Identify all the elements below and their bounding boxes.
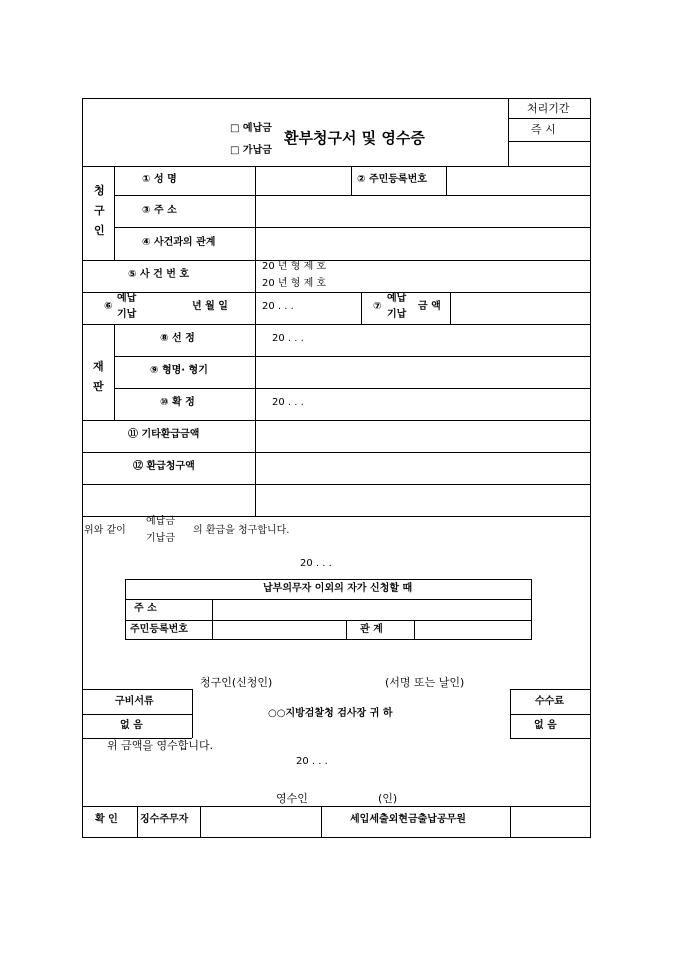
rule (114, 195, 591, 196)
processing-period-label: 처리기간 (527, 102, 570, 115)
request-date: 20 . . . (300, 558, 332, 569)
claimant-side-label: 구 (94, 204, 105, 217)
case-relation-label: ④ 사건과의 관계 (142, 237, 216, 248)
rule (82, 292, 591, 293)
payment-date-label: 년 월 일 (192, 301, 228, 312)
amount-label: 금 액 (418, 301, 441, 312)
main-col-divider (255, 166, 256, 516)
name-label: ① 성 명 (142, 174, 177, 185)
proxy-address-label: 주 소 (134, 603, 157, 614)
payment-date-circle: ⑥ (104, 301, 113, 312)
collector-label: 징수주무자 (140, 814, 189, 825)
request-option-yenap: 예납금 (146, 516, 175, 527)
rule (82, 324, 591, 325)
rule (200, 806, 201, 838)
documents-value: 없 음 (120, 720, 143, 731)
option-yenap-checkbox[interactable]: □ 예납금 (230, 123, 272, 134)
rule (82, 484, 591, 485)
rule (114, 227, 591, 228)
documents-label: 구비서류 (115, 696, 154, 707)
trial-side-label: 판 (93, 380, 104, 393)
header-divider (508, 98, 509, 167)
claimant-side-label: 청 (94, 184, 105, 197)
receipt-date: 20 . . . (296, 756, 328, 767)
fee-label: 수수료 (535, 696, 564, 707)
rule (125, 599, 532, 600)
rule (82, 420, 591, 421)
rule (82, 166, 591, 167)
proxy-title: 납부의무자 이외의 자가 신청할 때 (263, 583, 413, 594)
rule (82, 689, 192, 690)
signature-seal-label: (서명 또는 날인) (385, 676, 465, 689)
rule (82, 714, 192, 715)
official-label: 세입세출외현금출납공무원 (350, 814, 466, 825)
sentence-label: ⑧ 선 정 (160, 333, 195, 344)
refund-claim-label: ⑫ 환급청구액 (133, 461, 195, 472)
amount-type-bottom: 기납 (387, 309, 407, 320)
rule (351, 166, 352, 195)
case-number-line2: 20 년 형 제 호 (262, 278, 327, 289)
rule (114, 388, 591, 389)
confirm-label: ⑩ 확 정 (160, 397, 195, 408)
receipt-text: 위 금액을 영수합니다. (107, 739, 214, 752)
rule (82, 452, 591, 453)
payment-type-top: 예납 (117, 293, 137, 304)
rule (114, 166, 115, 260)
rule (414, 620, 415, 640)
request-prefix: 위와 같이 (84, 525, 126, 536)
confirm-date: 20 . . . (272, 397, 304, 408)
claimant-side-label: 인 (94, 224, 105, 237)
penalty-label: ⑨ 형명· 형기 (150, 365, 208, 376)
rule (510, 738, 591, 739)
form-title: 환부청구서 및 영수증 (284, 129, 425, 147)
case-number-line1: 20 년 형 제 호 (262, 261, 327, 272)
rule (450, 292, 451, 324)
payment-date-value: 20 . . . (262, 301, 294, 312)
amount-circle: ⑦ (373, 301, 382, 312)
amount-type-top: 예납 (387, 293, 407, 304)
trial-side-label: 재 (93, 360, 104, 373)
rule (510, 689, 591, 690)
rule (361, 292, 362, 324)
rule (321, 806, 322, 838)
receiver-seal: (인) (378, 792, 398, 805)
rule (82, 260, 591, 261)
sentence-date: 20 . . . (272, 333, 304, 344)
rule (137, 806, 138, 838)
rule (510, 806, 511, 838)
rule (508, 141, 591, 142)
request-option-ganap: 기납금 (146, 533, 175, 544)
rule (212, 599, 213, 640)
processing-period-value: 즉 시 (531, 123, 556, 136)
resident-id-label: ② 주민등록번호 (357, 174, 427, 185)
rule (510, 714, 591, 715)
other-refund-label: ⑪ 기타환급금액 (128, 429, 200, 440)
payment-type-bottom: 기납 (117, 309, 137, 320)
rule (114, 324, 115, 420)
proxy-relation-label: 관 계 (360, 624, 383, 635)
recipient: ○○지방검찰청 검사장 귀 하 (268, 708, 393, 719)
rule (82, 806, 591, 807)
rule (446, 166, 447, 195)
confirm-footer-label: 확 인 (95, 814, 118, 825)
proxy-id-label: 주민등록번호 (130, 624, 188, 635)
receiver-label: 영수인 (276, 792, 308, 805)
request-suffix: 의 환급을 청구합니다. (193, 525, 290, 536)
rule (508, 118, 591, 119)
rule (114, 356, 591, 357)
option-ganap-checkbox[interactable]: □ 가납금 (230, 145, 272, 156)
claimant-sign-label: 청구인(신청인) (200, 676, 273, 689)
rule (125, 620, 532, 621)
rule (192, 689, 193, 738)
fee-value: 없 음 (534, 720, 557, 731)
rule (346, 620, 347, 640)
address-label: ③ 주 소 (142, 205, 177, 216)
case-number-label: ⑤ 사 건 번 호 (128, 269, 190, 280)
